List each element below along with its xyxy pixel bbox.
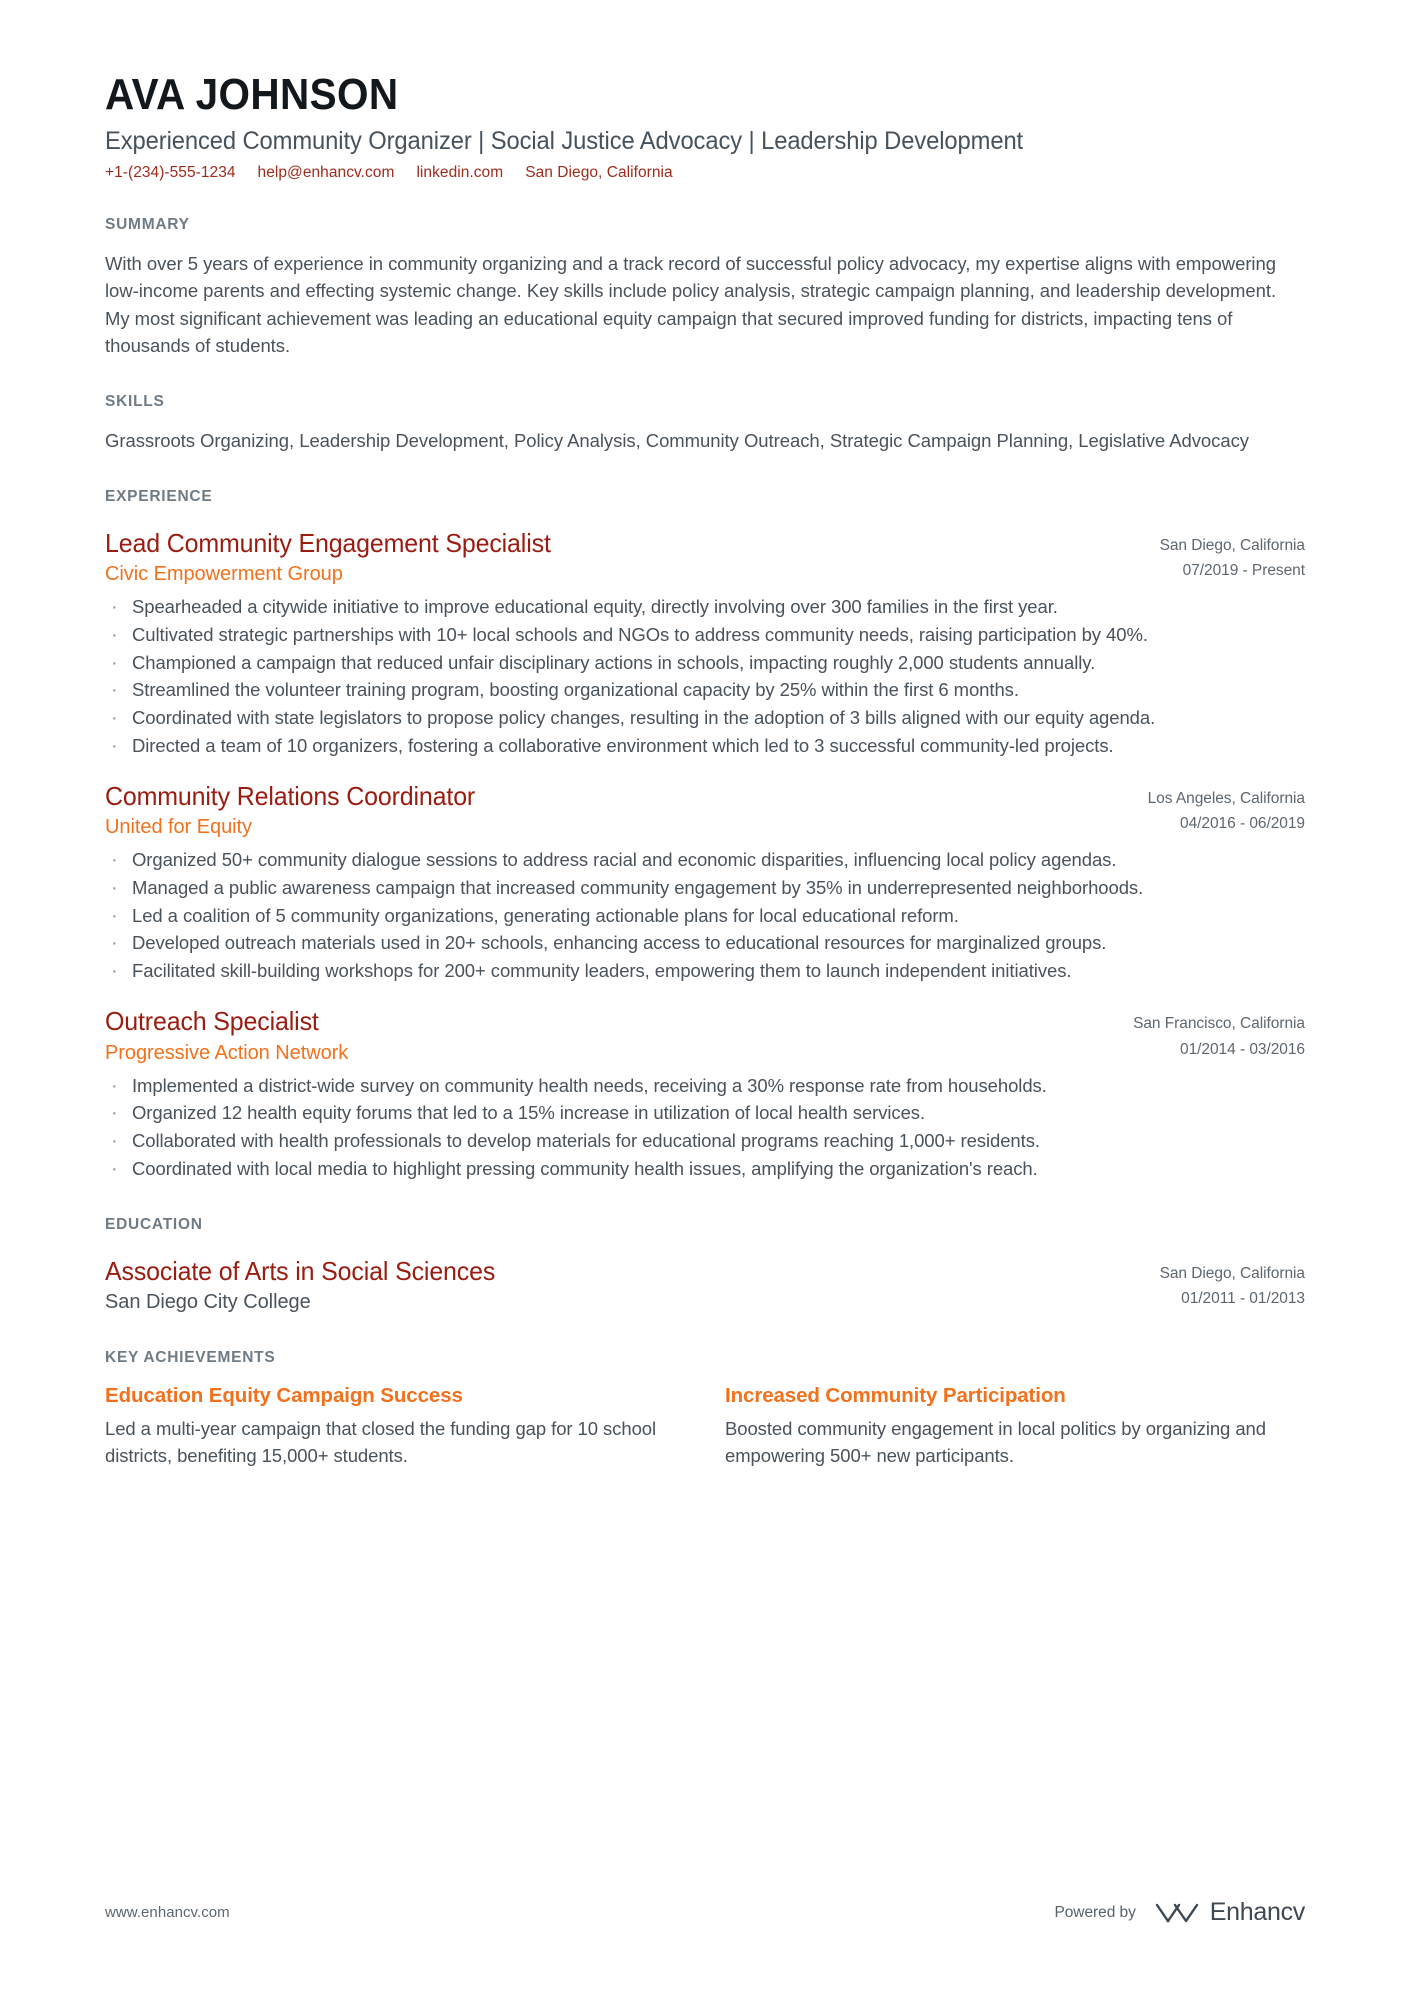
- achievement-title: Increased Community Participation: [725, 1384, 1066, 1408]
- job-dates: 04/2016 - 06/2019: [1180, 815, 1305, 833]
- job-title: Outreach Specialist: [105, 1006, 319, 1037]
- contact-row: [105, 164, 1305, 182]
- company-name: United for Equity: [105, 816, 253, 839]
- list-item: · Managed a public awareness campaign that increased community engagement by 35% in underrepresented neighborhoods.: [105, 875, 1300, 902]
- footer-brand-block: [1054, 1898, 1305, 1927]
- skills-section: [105, 393, 1305, 454]
- job-bullets: [105, 1073, 1305, 1183]
- contact-linkedin[interactable]: linkedin.com: [416, 164, 504, 182]
- list-item: · Coordinated with state legislators to propose policy changes, resulting in the adoption of 3 bills aligned with our equity agenda.: [105, 705, 1300, 732]
- list-item: · Collaborated with health professionals to develop materials for educational programs reaching 1,000+ residents.: [105, 1128, 1300, 1155]
- experience-entry-meta: [1148, 781, 1305, 836]
- experience-entry-meta: [1133, 1006, 1305, 1061]
- page-footer: [105, 1898, 1305, 1927]
- achievement-card: [725, 1383, 1285, 1469]
- contact-email[interactable]: help@enhancv.com: [257, 164, 395, 182]
- achievement-text: Boosted community engagement in local politics by organizing and empowering 500+ new participants.: [725, 1417, 1266, 1466]
- education-entry-head: [105, 1256, 1305, 1315]
- candidate-headline: Experienced Community Organizer | Social Justice Advocacy | Leadership Development: [105, 127, 1024, 156]
- list-item: · Developed outreach materials used in 20+ schools, enhancing access to educational resources for marginalized groups.: [105, 930, 1300, 957]
- experience-entry-left: [105, 528, 1136, 587]
- job-location: San Diego, California: [1159, 537, 1305, 555]
- company-name: Civic Empowerment Group: [105, 563, 343, 586]
- job-dates: 07/2019 - Present: [1182, 562, 1305, 580]
- company-name: Progressive Action Network: [105, 1041, 349, 1064]
- section-title-education: EDUCATION: [105, 1216, 203, 1234]
- list-item: · Implemented a district-wide survey on community health needs, receiving a 30% response rate from households.: [105, 1073, 1300, 1100]
- list-item: · Directed a team of 10 organizers, fostering a collaborative environment which led to 3 successful community-led projects.: [105, 733, 1300, 760]
- job-title: Lead Community Engagement Specialist: [105, 528, 551, 559]
- contact-phone[interactable]: +1-(234)-555-1234: [105, 164, 236, 182]
- list-item: · Organized 12 health equity forums that led to a 15% increase in utilization of local health services.: [105, 1100, 1300, 1127]
- experience-entry-left: [105, 781, 1124, 840]
- job-bullets: [105, 594, 1305, 759]
- section-title-summary: SUMMARY: [105, 216, 190, 234]
- education-entry-meta: [1160, 1256, 1305, 1311]
- experience-entry-left: [105, 1006, 1109, 1065]
- experience-entry: [105, 1006, 1305, 1182]
- footer-website[interactable]: www.enhancv.com: [105, 1904, 230, 1921]
- enhancv-mark-icon: [1154, 1900, 1200, 1926]
- enhancv-wordmark: Enhancv: [1209, 1898, 1305, 1926]
- degree-title: Associate of Arts in Social Sciences: [105, 1256, 496, 1287]
- experience-entry-head: [105, 781, 1305, 840]
- experience-entry-head: [105, 1006, 1305, 1065]
- experience-entry: [105, 781, 1305, 984]
- experience-entry-head: [105, 528, 1305, 587]
- school-location: San Diego, California: [1159, 1265, 1305, 1283]
- job-location: San Francisco, California: [1133, 1015, 1305, 1033]
- achievements-grid: [105, 1383, 1305, 1469]
- section-title-experience: EXPERIENCE: [105, 488, 213, 506]
- summary-section: [105, 216, 1305, 359]
- section-title-achievements: KEY ACHIEVEMENTS: [105, 1349, 276, 1367]
- school-dates: 01/2011 - 01/2013: [1181, 1290, 1305, 1308]
- resume-header: [105, 70, 1305, 182]
- experience-section: [105, 488, 1305, 1182]
- achievements-section: [105, 1349, 1305, 1469]
- list-item: · Streamlined the volunteer training program, boosting organizational capacity by 25% within the first 6 months.: [105, 677, 1300, 704]
- list-item: · Coordinated with local media to highlight pressing community health issues, amplifying the organization's reach.: [105, 1156, 1300, 1183]
- contact-location: San Diego, California: [525, 164, 673, 182]
- list-item: · Cultivated strategic partnerships with 10+ local schools and NGOs to address community needs, raising participation by 40%.: [105, 622, 1300, 649]
- summary-text: With over 5 years of experience in community organizing and a track record of successful policy advocacy, my expertise aligns with empowering low-income parents and effecting systemic change. Key skills include policy analysis, strategic campaign planning, and leadership development. My most significant achievement was leading an educational equity campaign that secured improved funding for districts, impacting tens of thousands of students.: [105, 253, 1277, 356]
- skills-text: Grassroots Organizing, Leadership Development, Policy Analysis, Community Outreach, Strategic Campaign Planning, Legislative Advocacy: [105, 430, 1250, 452]
- candidate-name: AVA JOHNSON: [105, 70, 399, 119]
- achievement-card: [105, 1383, 665, 1469]
- job-title: Community Relations Coordinator: [105, 781, 476, 812]
- school-name: San Diego City College: [105, 1291, 311, 1314]
- enhancv-logo: [1154, 1898, 1305, 1927]
- education-section: [105, 1216, 1305, 1315]
- job-bullets: [105, 847, 1305, 984]
- list-item: · Facilitated skill-building workshops for 200+ community leaders, empowering them to launch independent initiatives.: [105, 958, 1300, 985]
- section-title-skills: SKILLS: [105, 393, 165, 411]
- experience-entry: [105, 528, 1305, 759]
- job-location: Los Angeles, California: [1147, 790, 1305, 808]
- list-item: · Championed a campaign that reduced unfair disciplinary actions in schools, impacting roughly 2,000 students annually.: [105, 650, 1300, 677]
- list-item: · Organized 50+ community dialogue sessions to address racial and economic disparities, influencing local policy agendas.: [105, 847, 1300, 874]
- list-item: · Spearheaded a citywide initiative to improve educational equity, directly involving over 300 families in the first year.: [105, 594, 1300, 621]
- list-item: · Led a coalition of 5 community organizations, generating actionable plans for local educational reform.: [105, 903, 1300, 930]
- education-entry: [105, 1256, 1305, 1315]
- achievement-title: Education Equity Campaign Success: [105, 1384, 463, 1408]
- experience-entry-meta: [1160, 528, 1305, 583]
- achievement-text: Led a multi-year campaign that closed the funding gap for 10 school districts, benefiting 15,000+ students.: [105, 1417, 657, 1466]
- education-entry-left: [105, 1256, 1136, 1315]
- job-dates: 01/2014 - 03/2016: [1180, 1040, 1305, 1058]
- powered-by-label: Powered by: [1054, 1903, 1136, 1921]
